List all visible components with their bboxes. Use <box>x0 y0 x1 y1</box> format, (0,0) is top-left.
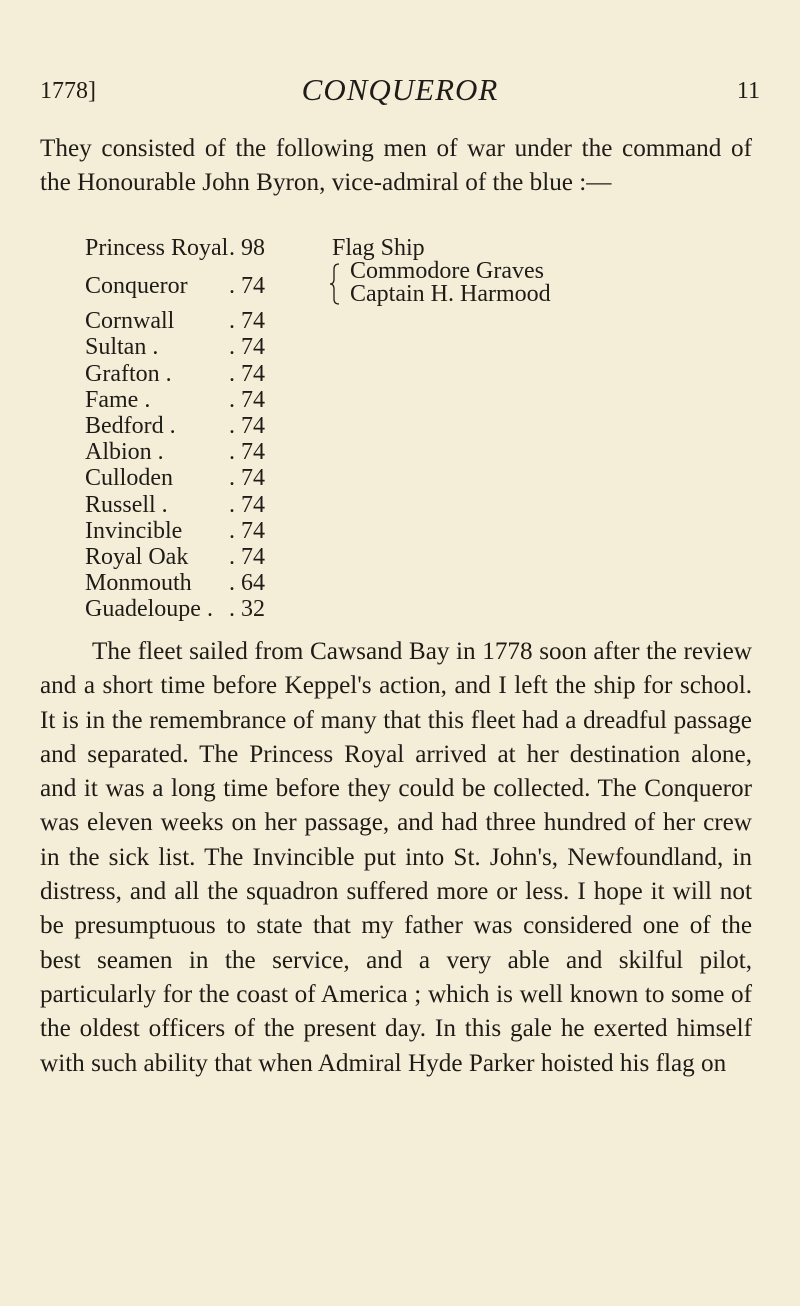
ship-guns: . 74 <box>229 491 265 518</box>
ship-guns: . 32 <box>229 596 265 623</box>
ship-list <box>85 235 765 622</box>
ship-guns: . 74 <box>229 386 265 413</box>
ship-row <box>85 596 765 622</box>
ship-name: Russell . <box>85 491 168 518</box>
ship-note-line: Captain H. Harmood <box>350 281 551 308</box>
ship-row <box>85 308 765 334</box>
ship-name: Cornwall <box>85 308 175 335</box>
brace-mark <box>330 263 340 305</box>
ship-row <box>85 439 765 465</box>
ship-guns: . 74 <box>229 273 265 300</box>
running-head-title: CONQUEROR <box>301 72 499 107</box>
ship-note-line: Commodore Graves <box>350 258 544 285</box>
ship-name: Monmouth <box>85 570 192 597</box>
ship-guns: . 74 <box>229 334 265 361</box>
ship-name: Albion . <box>85 439 164 466</box>
ship-guns: . 74 <box>229 439 265 466</box>
ship-name: Grafton . <box>85 360 172 387</box>
ship-row <box>85 387 765 413</box>
running-head-year: 1778] <box>40 78 96 104</box>
ship-name: Sultan . <box>85 334 159 361</box>
ship-note: Flag Ship <box>332 235 425 261</box>
ship-name: Princess Royal <box>85 235 229 261</box>
ship-guns: . 98 <box>229 235 265 261</box>
ship-name: Bedford . <box>85 412 176 439</box>
ship-guns: . 74 <box>229 360 265 387</box>
running-head <box>40 72 760 112</box>
ship-guns: . 74 <box>229 308 265 335</box>
ship-row <box>85 334 765 360</box>
ship-guns: . 74 <box>229 412 265 439</box>
ship-row <box>85 518 765 544</box>
page-number: 11 <box>736 78 760 104</box>
ship-name: Invincible <box>85 517 183 544</box>
ship-row <box>85 361 765 387</box>
ship-guns: . 64 <box>229 570 265 597</box>
intro-paragraph: They consisted of the following men of war under the command of the Honourable John Byron, vice-admiral of the blue :— <box>40 135 752 197</box>
ship-name: Guadeloupe . <box>85 596 213 623</box>
ship-guns: . 74 <box>229 465 265 492</box>
ship-note <box>350 260 551 306</box>
ship-guns: . 74 <box>229 543 265 570</box>
ship-row <box>85 413 765 439</box>
ship-name: Fame . <box>85 386 151 413</box>
ship-row <box>85 544 765 570</box>
ship-row <box>85 492 765 518</box>
ship-guns: . 74 <box>229 517 265 544</box>
ship-row <box>85 465 765 491</box>
ship-name: Culloden <box>85 465 173 492</box>
ship-row <box>85 570 765 596</box>
ship-row <box>85 258 765 308</box>
ship-name: Conqueror <box>85 273 188 300</box>
body-paragraph: The fleet sailed from Cawsand Bay in 1778 soon after the review and a short time before Keppel's action, and I left the ship for school. It is in the remembrance of many that this fleet had a dreadful passage and separated. The Princess Royal arrived at her destination alone, and it was a long time before they could be collected. The Conqueror was eleven weeks on her passage, and had three hundred of her crew in the sick list. The Invincible put into St. John's, Newfoundland, in distress, and all the squadron suffered more or less. I hope it will not be presumptuous to state that my father was considered one of the best seamen in the service, and a very able and skilful pilot, particularly for the coast of America ; which is well known to some of the oldest officers of the present day. In this gale he exerted himself with such ability that when Admiral Hyde Parker hoisted his flag on <box>40 638 752 1077</box>
ship-name: Royal Oak <box>85 543 189 570</box>
